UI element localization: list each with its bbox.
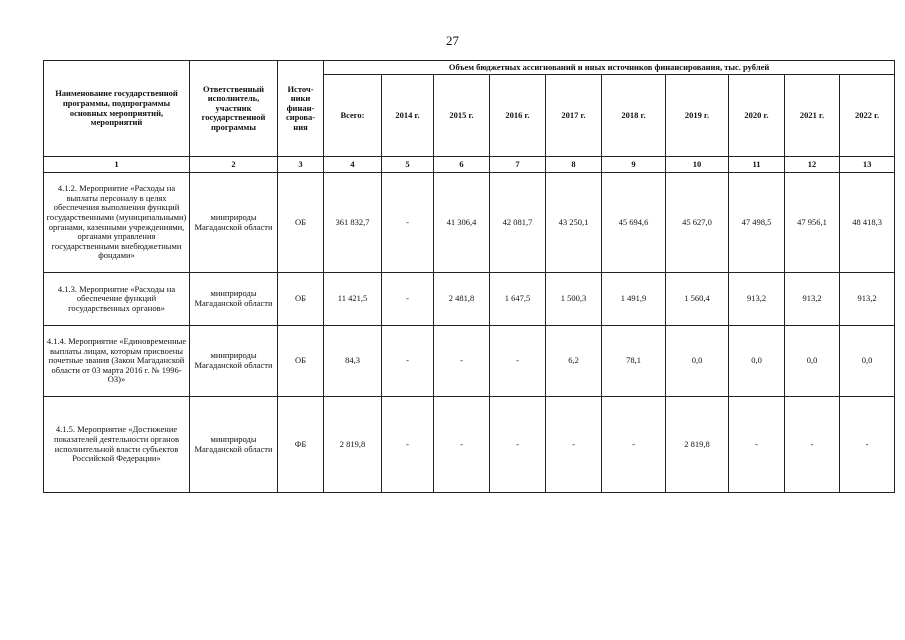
table-row [44,273,895,326]
header-total: Всего: [324,75,382,157]
header-name: Наименование государственной программы, подпрограммы основных мероприятий, мероприятий [44,61,190,157]
year-value: 1 647,5 [490,273,546,326]
total-value: 2 819,8 [324,397,382,493]
header-year: 2019 г. [666,75,729,157]
executor: минприроды Магаданской области [190,326,278,397]
header-group-title: Объем бюджетных ассигнований и иных источников финансирования, тыс. рублей [324,61,895,75]
column-number: 6 [434,157,490,173]
year-value: - [382,173,434,273]
column-number: 1 [44,157,190,173]
year-value: - [434,326,490,397]
header-year: 2022 г. [840,75,895,157]
column-number: 10 [666,157,729,173]
year-value: 1 560,4 [666,273,729,326]
column-number-row [44,157,895,173]
activity-name: 4.1.5. Мероприятие «Достижение показателей деятельности органов исполнительной власти субъектов Российской Федерации» [44,397,190,493]
year-value: 0,0 [785,326,840,397]
year-value: 0,0 [729,326,785,397]
page-number: 27 [446,33,459,48]
column-number: 8 [546,157,602,173]
table-row [44,326,895,397]
header-year: 2014 г. [382,75,434,157]
year-value: 1 500,3 [546,273,602,326]
year-value: - [602,397,666,493]
year-value: 913,2 [729,273,785,326]
column-number: 5 [382,157,434,173]
funding-source: ОБ [278,173,324,273]
funding-source: ОБ [278,273,324,326]
header-executor: Ответственный исполнитель, участник государственной программы [190,61,278,157]
year-value: 41 306,4 [434,173,490,273]
year-value: - [490,397,546,493]
column-number: 3 [278,157,324,173]
executor: минприроды Магаданской области [190,173,278,273]
year-value: - [840,397,895,493]
column-number: 11 [729,157,785,173]
header-year: 2015 г. [434,75,490,157]
column-number: 13 [840,157,895,173]
header-year: 2018 г. [602,75,666,157]
total-value: 11 421,5 [324,273,382,326]
year-value: - [382,273,434,326]
year-value: 1 491,9 [602,273,666,326]
column-number: 7 [490,157,546,173]
year-value: 0,0 [840,326,895,397]
year-value: - [382,397,434,493]
year-value: 43 250,1 [546,173,602,273]
year-value: - [382,326,434,397]
activity-name: 4.1.2. Мероприятие «Расходы на выплаты персоналу в целях обеспечения выполнения функций государственными (муниципальными) органами, казенными учреждениями, органами управления государственными внебюджетными фондами» [44,173,190,273]
year-value: - [546,397,602,493]
table-row [44,173,895,273]
total-value: 84,3 [324,326,382,397]
executor: минприроды Магаданской области [190,273,278,326]
year-value: - [785,397,840,493]
year-value: 2 819,8 [666,397,729,493]
column-number: 4 [324,157,382,173]
funding-source: ФБ [278,397,324,493]
year-value: 45 627,0 [666,173,729,273]
year-value: 0,0 [666,326,729,397]
year-value: 2 481,8 [434,273,490,326]
year-value: 45 694,6 [602,173,666,273]
year-value: 913,2 [785,273,840,326]
funding-source: ОБ [278,326,324,397]
year-value: 78,1 [602,326,666,397]
year-value: - [729,397,785,493]
header-year: 2017 г. [546,75,602,157]
header-year: 2020 г. [729,75,785,157]
column-number: 9 [602,157,666,173]
column-number: 2 [190,157,278,173]
year-value: 6,2 [546,326,602,397]
year-value: 47 498,5 [729,173,785,273]
executor: минприроды Магаданской области [190,397,278,493]
header-source: Источ-ники финан-сирова-ния [278,61,324,157]
budget-table [43,60,895,493]
year-value: - [434,397,490,493]
column-number: 12 [785,157,840,173]
year-value: - [490,326,546,397]
total-value: 361 832,7 [324,173,382,273]
header-year: 2021 г. [785,75,840,157]
table-row [44,397,895,493]
year-value: 913,2 [840,273,895,326]
activity-name: 4.1.4. Мероприятие «Единовременные выплаты лицам, которым присвоены почетные звания (Закон Магаданской области от 03 марта 2016 г. № 1996-ОЗ)» [44,326,190,397]
year-value: 47 956,1 [785,173,840,273]
activity-name: 4.1.3. Мероприятие «Расходы на обеспечение функций государственных органов» [44,273,190,326]
header-year: 2016 г. [490,75,546,157]
year-value: 48 418,3 [840,173,895,273]
year-value: 42 081,7 [490,173,546,273]
